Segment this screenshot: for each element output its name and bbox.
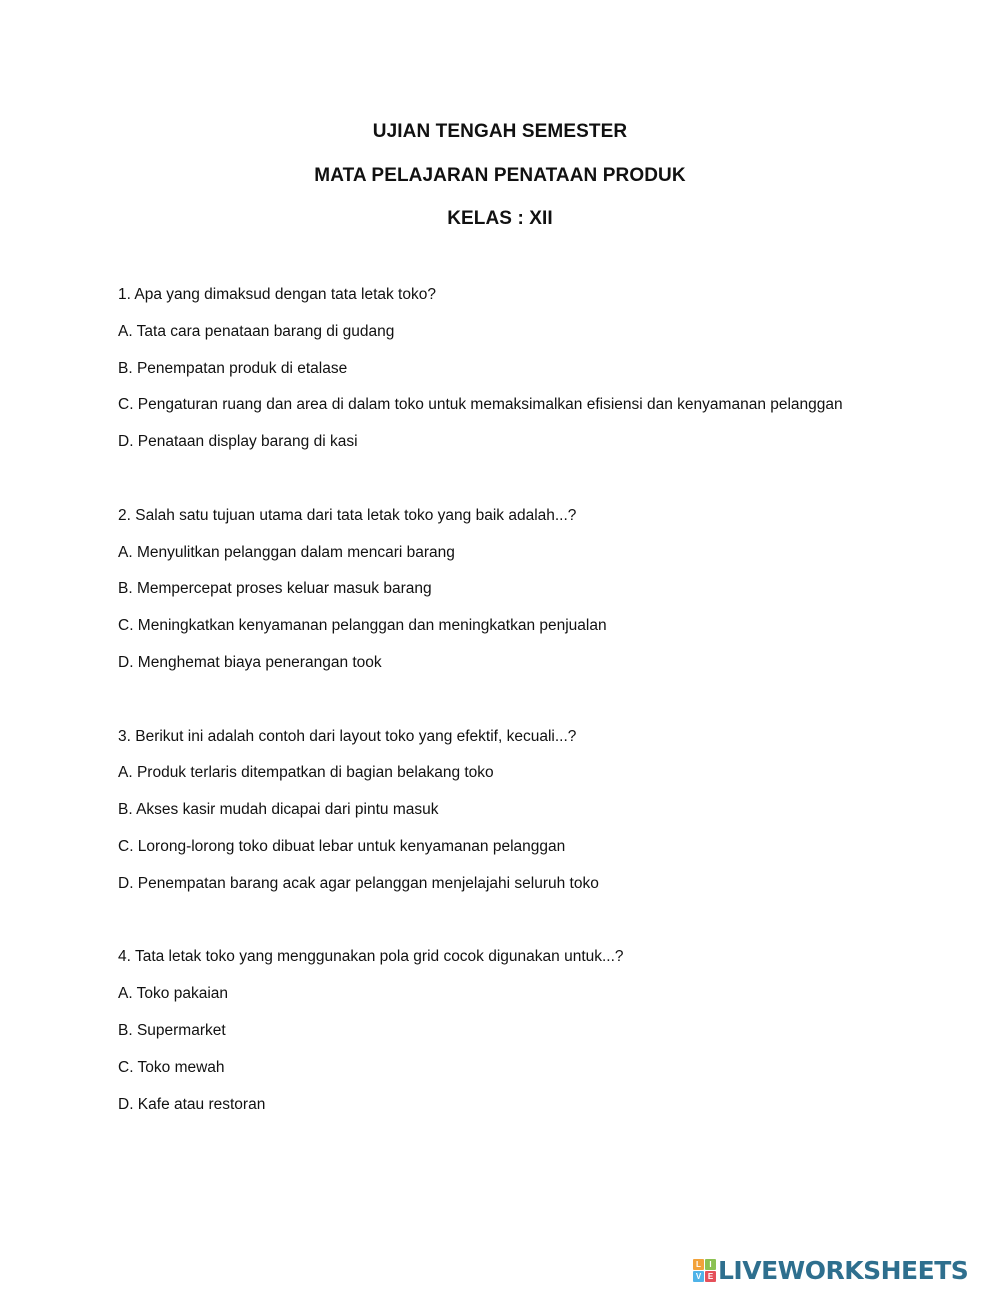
logo-icon	[693, 1259, 716, 1282]
option-b: B. Mempercepat proses keluar masuk barang	[118, 580, 432, 598]
question-block-2	[118, 504, 978, 688]
exam-header	[0, 118, 1000, 249]
question-list	[118, 283, 978, 1166]
question-text: 4. Tata letak toko yang menggunakan pola grid cocok digunakan untuk...?	[118, 948, 624, 966]
option-c: C. Lorong-lorong toko dibuat lebar untuk kenyamanan pelanggan	[118, 837, 566, 855]
option-c: C. Meningkatkan kenyamanan pelanggan dan meningkatkan penjualan	[118, 617, 607, 635]
option-d: D. Kafe atau restoran	[118, 1095, 266, 1113]
question-text: 2. Salah satu tujuan utama dari tata letak toko yang baik adalah...?	[118, 506, 577, 524]
question-block-3	[118, 725, 978, 909]
option-c: C. Pengaturan ruang dan area di dalam toko untuk memaksimalkan efisiensi dan kenyamanan pelanggan	[118, 396, 843, 414]
option-b: B. Akses kasir mudah dicapai dari pintu masuk	[118, 801, 439, 819]
option-b: B. Supermarket	[118, 1021, 226, 1039]
subject-title: MATA PELAJARAN PENATAAN PRODUK	[314, 164, 686, 186]
option-d: D. Penempatan barang acak agar pelanggan menjelajahi seluruh toko	[118, 874, 599, 892]
option-b: B. Penempatan produk di etalase	[118, 359, 348, 377]
option-d: D. Penataan display barang di kasi	[118, 433, 358, 451]
exam-title: UJIAN TENGAH SEMESTER	[372, 121, 628, 142]
option-a: A. Tata cara penataan barang di gudang	[118, 322, 395, 340]
question-block-1	[118, 283, 978, 467]
question-text: 1. Apa yang dimaksud dengan tata letak toko?	[118, 286, 436, 303]
logo-text: LIVEWORKSHEETS	[718, 1255, 969, 1285]
option-a: A. Produk terlaris ditempatkan di bagian belakang toko	[118, 764, 494, 782]
question-text: 3. Berikut ini adalah contoh dari layout toko yang efektif, kecuali...?	[118, 727, 577, 745]
liveworksheets-logo	[693, 1255, 968, 1285]
question-block-4	[118, 945, 978, 1129]
option-c: C. Toko mewah	[118, 1058, 225, 1076]
logo-letter-i: I	[705, 1259, 716, 1270]
option-a: A. Menyulitkan pelanggan dalam mencari barang	[118, 543, 455, 561]
logo-letter-l: L	[693, 1259, 704, 1270]
option-a: A. Toko pakaian	[118, 985, 229, 1003]
option-d: D. Menghemat biaya penerangan took	[118, 653, 382, 671]
class-title: KELAS : XII	[447, 208, 553, 229]
logo-letter-v: V	[693, 1271, 704, 1282]
logo-letter-e: E	[705, 1271, 716, 1282]
